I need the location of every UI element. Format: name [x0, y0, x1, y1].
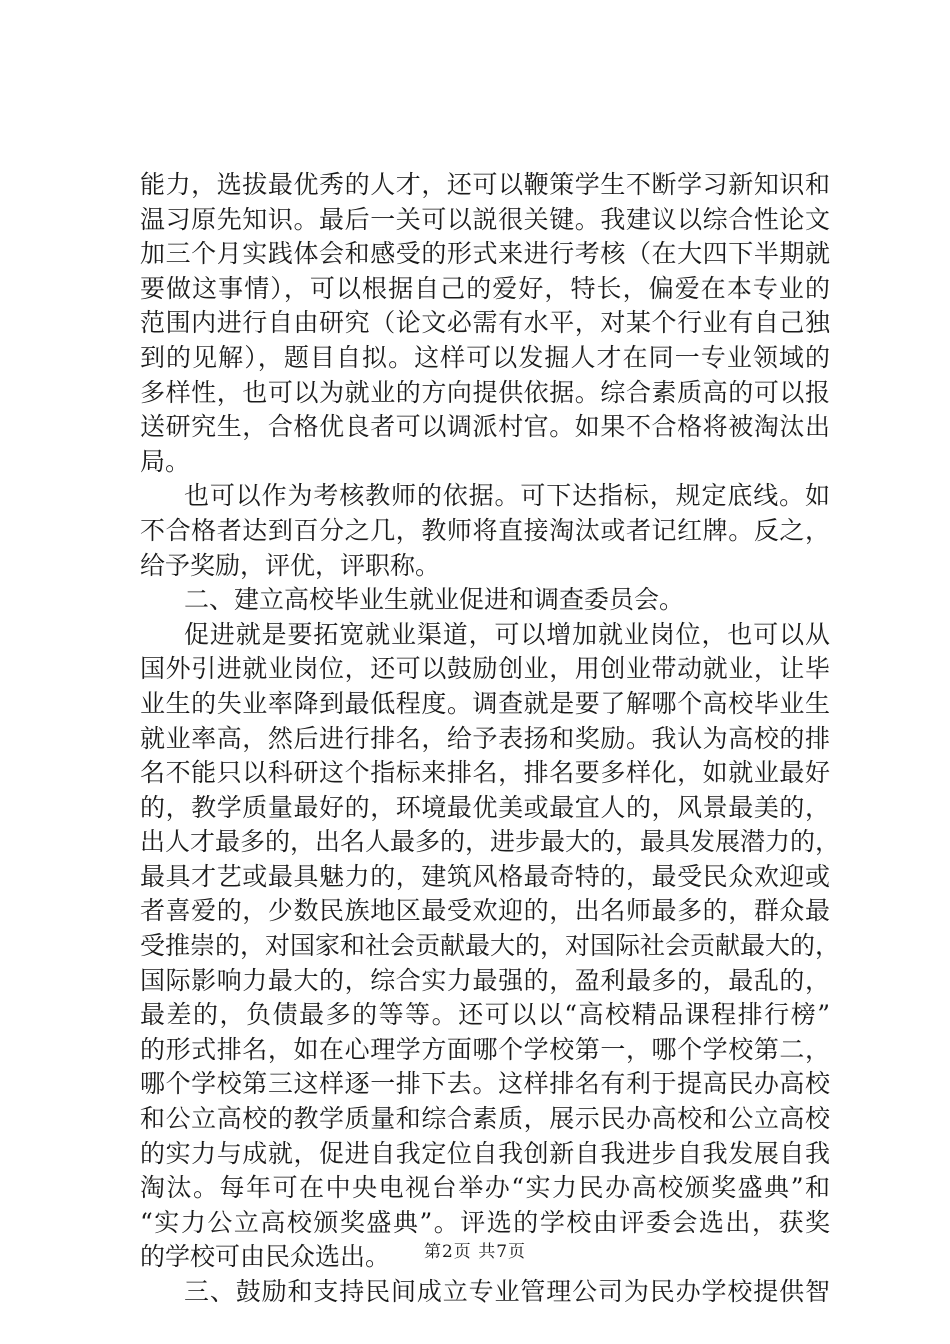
text-line: 哪个学校第三这样逐一排下去。这样排名有利于提高民办高校	[140, 1069, 830, 1099]
text-line: 给予奖励，评优，评职称。	[140, 550, 441, 580]
text-line: 促进就是要拓宽就业渠道，可以增加就业岗位，也可以从	[184, 619, 830, 649]
page-number-footer: 第2页 共7页	[423, 1242, 527, 1262]
text-line: 的形式排名，如在心理学方面哪个学校第一，哪个学校第二，	[140, 1034, 830, 1064]
section-heading: 三、鼓励和支持民间成立专业管理公司为民办学校提供智	[184, 1277, 830, 1306]
text-line: 的，教学质量最好的，环境最优美或最宜人的，风景最美的，	[140, 792, 830, 822]
text-line: 局。	[140, 446, 191, 476]
text-line: 名不能只以科研这个指标来排名，排名要多样化，如就业最好	[140, 758, 830, 788]
text-line: 能力，选拔最优秀的人才，还可以鞭策学生不断学习新知识和	[140, 170, 830, 199]
text-line: 也可以作为考核教师的依据。可下达指标，规定底线。如	[184, 481, 830, 511]
text-line: 淘汰。每年可在中央电视台举办“实力民办高校颁奖盛典”和	[140, 1173, 830, 1203]
text-line: 最具才艺或最具魅力的，建筑风格最奇特的，最受民众欢迎或	[140, 861, 830, 891]
text-line: 要做这事情），可以根据自己的爱好，特长，偏爱在本专业的	[140, 273, 830, 303]
text-line: 加三个月实践体会和感受的形式来进行考核（在大四下半期就	[140, 239, 830, 269]
text-line: 者喜爱的，少数民族地区最受欢迎的，出名师最多的，群众最	[140, 896, 830, 926]
text-line: 受推崇的，对国家和社会贡献最大的，对国际社会贡献最大的，	[140, 931, 841, 961]
text-line: 出人才最多的，出名人最多的，进步最大的，最具发展潜力的，	[140, 827, 841, 857]
text-line: 最差的，负债最多的等等。还可以以“高校精品课程排行榜”	[140, 1000, 830, 1030]
section-heading: 二、建立高校毕业生就业促进和调查委员会。	[184, 585, 685, 615]
text-line: 的学校可由民众选出。	[140, 1242, 391, 1272]
text-line: 不合格者达到百分之几，教师将直接淘汰或者记红牌。反之，	[140, 515, 830, 545]
text-line: 的实力与成就，促进自我定位自我创新自我进步自我发展自我	[140, 1138, 830, 1168]
text-line: 和公立高校的教学质量和综合素质，展示民办高校和公立高校	[140, 1104, 830, 1134]
text-line: 就业率高，然后进行排名，给予表扬和奖励。我认为高校的排	[140, 723, 830, 753]
text-line: 多样性，也可以为就业的方向提供依据。综合素质高的可以报	[140, 377, 830, 407]
text-line: 温习原先知识。最后一关可以説很关键。我建议以综合性论文	[140, 204, 830, 234]
text-line: 送研究生，合格优良者可以调派村官。如果不合格将被淘汰出	[140, 412, 830, 442]
text-line: “实力公立高校颁奖盛典”。评选的学校由评委会选出，获奖	[140, 1207, 830, 1237]
text-line: 国外引进就业岗位，还可以鼓励创业，用创业带动就业，让毕	[140, 654, 830, 684]
document-body	[140, 168, 841, 1310]
text-line: 范围内进行自由研究（论文必需有水平，对某个行业有自己独	[140, 308, 830, 338]
text-line: 业生的失业率降到最低程度。调查就是要了解哪个高校毕业生	[140, 688, 830, 718]
text-line: 到的见解），题目自拟。这样可以发掘人才在同一专业领域的	[140, 342, 830, 372]
text-line: 国际影响力最大的，综合实力最强的，盈利最多的，最乱的，	[140, 965, 830, 995]
